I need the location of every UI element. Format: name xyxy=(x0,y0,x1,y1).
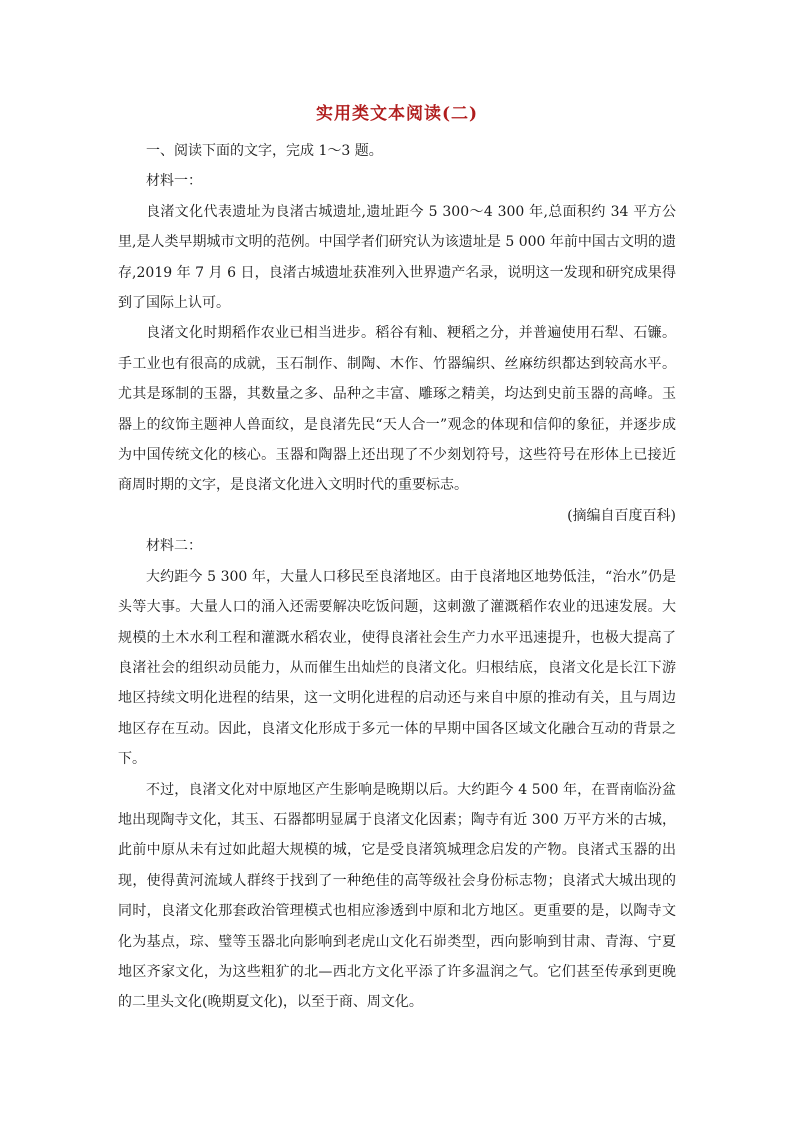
material-one-heading: 材料一： xyxy=(146,173,202,190)
material-two-paragraph-1: 大约距今 5 300 年，大量人口移民至良渚地区。由于良渚地区地势低洼，“治水”仍是头等大事。大量人口的涌入还需要解决吃饭问题，这刺激了灌溉稻作农业的迅速发展。大规模的土木水利工程和灌溉水稻农业，使得良渚社会生产力水平迅速提升，也极大提高了良渚社会的组织动员能力，从而催生出灿烂的良渚文化。归根结底，良渚文化是长江下游地区持续文明化进程的结果，这一文明化进程的启动还与来自中原的推动有关，且与周边地区存在互动。因此，良渚文化形成于多元一体的早期中国各区域文化融合互动的背景之下。 xyxy=(118,568,676,768)
document-page xyxy=(118,100,676,1018)
document-title: 实用类文本阅读(二) xyxy=(315,104,479,124)
material-one-paragraph-2: 良渚文化时期稻作农业已相当进步。稻谷有籼、粳稻之分，并普遍使用石犁、石镰。手工业也有很高的成就，玉石制作、制陶、木作、竹器编织、丝麻纺织都达到较高水平。尤其是琢制的玉器，其数量之多、品种之丰富、雕琢之精美，均达到史前玉器的高峰。玉器上的纹饰主题神人兽面纹，是良渚先民“天人合一”观念的体现和信仰的象征，并逐步成为中国传统文化的核心。玉器和陶器上还出现了不少刻划符号，这些符号在形体上已接近商周时期的文字，是良渚文化进入文明时代的重要标志。 xyxy=(118,325,676,494)
instruction-text: 一、阅读下面的文字，完成 1～3 题。 xyxy=(146,143,383,159)
material-two-heading: 材料二： xyxy=(146,538,202,555)
material-one-source: (摘编自百度百科) xyxy=(567,507,676,524)
material-two-paragraph-2: 不过，良渚文化对中原地区产生影响是晚期以后。大约距今 4 500 年，在晋南临汾盆地出现陶寺文化，其玉、石器都明显属于良渚文化因素；陶寺有近 300 万平方米的古城，此前中原从未有过如此超大规模的城，它是受良渚筑城理念启发的产物。良渚式玉器的出现，使得黄河流域人群终于找到了一种绝佳的高等级社会身份标志物；良渚式大城出现的同时，良渚文化那套政治管理模式也相应渗透到中原和北方地区。更重要的是，以陶寺文化为基点，琮、璧等玉器北向影响到老虎山文化石峁类型，西向影响到甘肃、青海、宁夏地区齐家文化，为这些粗犷的北—西北方文化平添了许多温润之气。它们甚至传承到更晚的二里头文化(晚期夏文化)，以至于商、周文化。 xyxy=(118,781,676,1011)
material-one-paragraph-1: 良渚文化代表遗址为良渚古城遗址,遗址距今 5 300～4 300 年,总面积约 34 平方公里,是人类早期城市文明的范例。中国学者们研究认为该遗址是 5 000 年前中国古文明的遗存,2019 年 7 月 6 日，良渚古城遗址获准列入世界遗产名录，说明这一发现和研究成果得到了国际上认可。 xyxy=(118,203,676,312)
